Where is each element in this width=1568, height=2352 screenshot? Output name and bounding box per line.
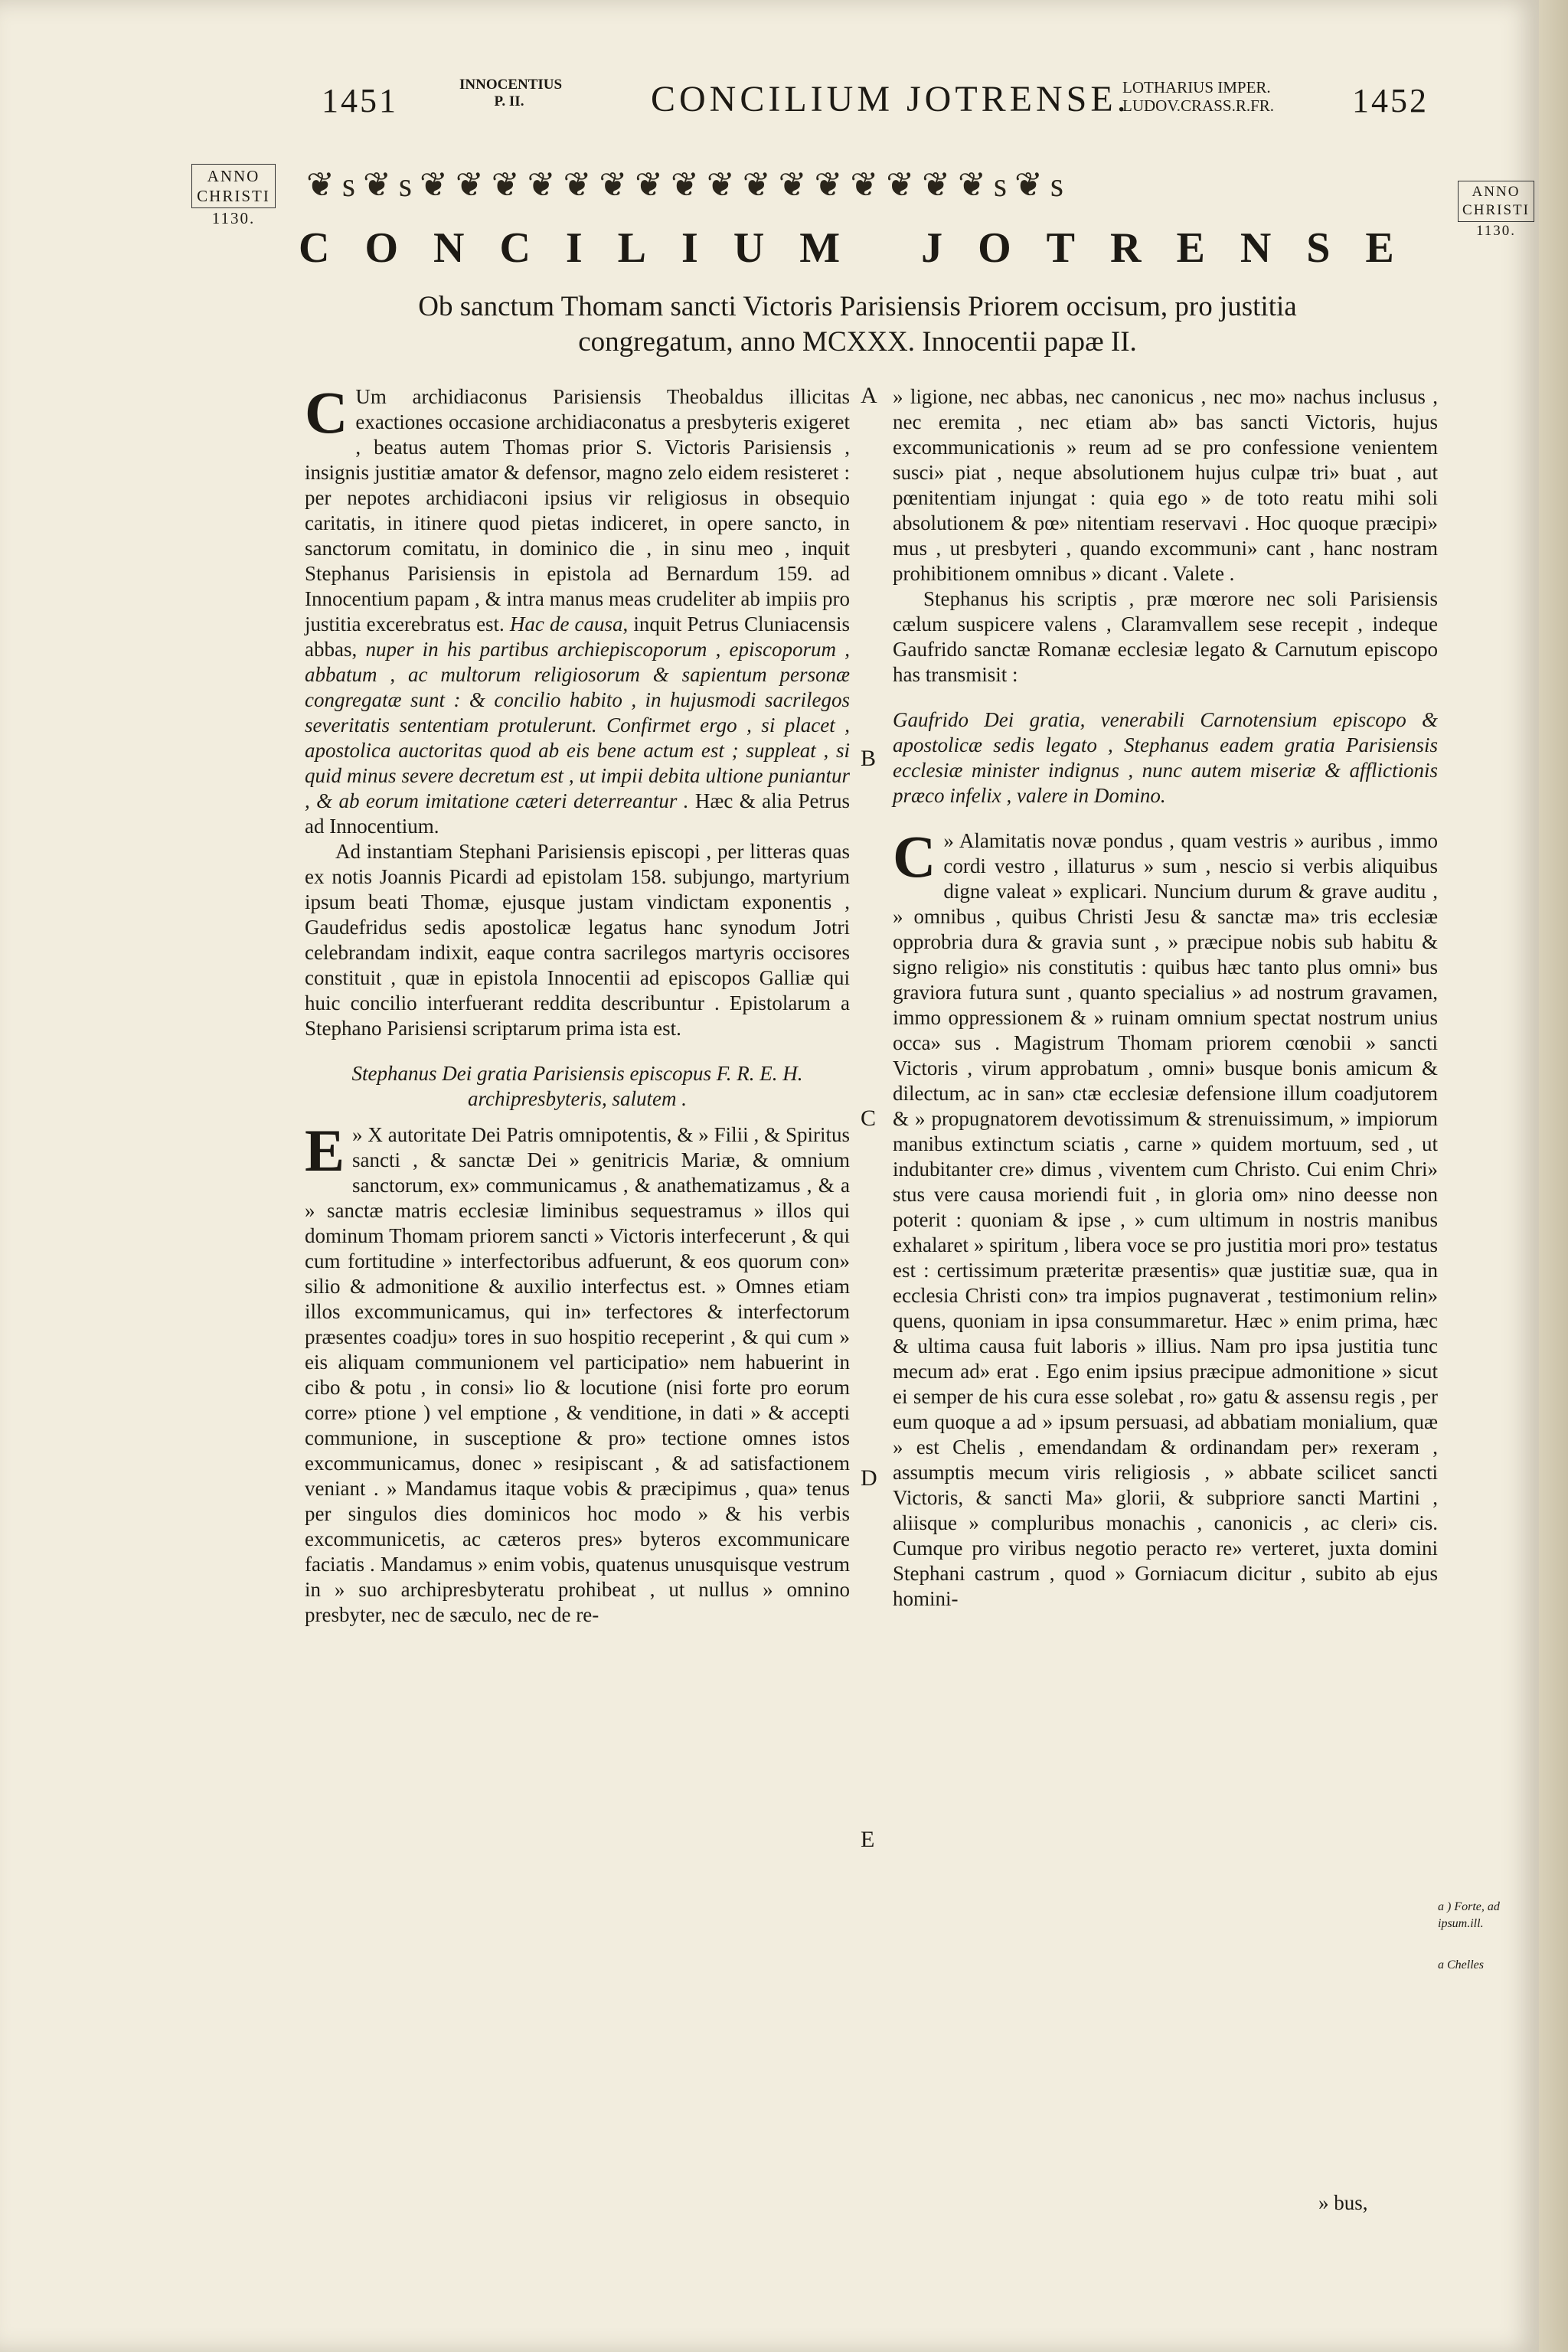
document-subtitle [276, 289, 1439, 360]
excommunication-text: » X autoritate Dei Patris omnipotentis, & » Filii , & Spiritus sancti , & sanctæ Dei » genitricis Mariæ, & omnium sanctorum, ex» communicamus , & anathematizamus , & a » sanctæ matris ecclesiæ liminibus sequestramus » illos qui dominum Thomam priorem sancti » Victoris interfecerunt , & qui cum fortitudine » interfectoribus adfuerunt, & eos quorum con» silio & admonitione & auxilio interfectus est. » Omnes etiam illos excommunicamus, qui in» terfectores & interfectorum præsentes coadju» tores in suo hospitio receperint , & qui cum » eis aliquam communionem vel participatio» nem habuerint in cibo & potu , in consi» lio & locutione (nisi forte pro eorum corre» ptione ) vel emptione , & venditione, in dati » & accepti communione, in susceptione & pro» tectione omnes istos excommunicamus, donec » resipiscant , & ad satisfactionem veniant . » Mandamus itaque vobis & præcipimus , qua» tenus per singulos dies dominicos hoc modo » & his verbis excommunicetis, ac cæteros pres» byteros excommunicare faciatis . Mandamus » enim vobis, quatenus unusquisque vestrum in » suo archipresbyteratu prohibeat , ut nullus » omnino presbyter, nec de sæculo, nec de re- [305, 1123, 850, 1626]
catchword: » bus, [1318, 2191, 1368, 2214]
drop-cap: E [305, 1117, 345, 1184]
document-title: CONCILIUM JOTRENSE [299, 224, 1429, 272]
running-head-left [459, 77, 563, 110]
quote-italic-2: nuper in his partibus archiepiscoporum , episcoporum , abbatum , ac multorum religiosorum & sapientum personæ congregatæ sunt : & concilio habito , in hujusmodi sacrilegos severitatis sententiam protulerunt. Confirmet ergo , si placet , apostolica auctoritas quod ab eis bene actum est ; suppleat , si quid minus severe decretum est , ut impii debita ultione puniantur , & ab eorum imitatione cæteri deterreantur . [305, 638, 851, 812]
section-marker-c: C [861, 1106, 877, 1131]
anno-label: ANNO [207, 167, 260, 185]
running-head-right-line1: LOTHARIUS IMPER. [1122, 78, 1271, 96]
book-page-edge [1539, 0, 1568, 2352]
section-marker-a: A [861, 383, 877, 408]
page-number-left: 1451 [322, 82, 398, 119]
paragraph-excommunication [305, 1117, 850, 1628]
christi-label: CHRISTI [1462, 202, 1530, 218]
subtitle-line1: Ob sanctum Thomam sancti Victoris Parisiensis Priorem occisum, pro justitia [418, 291, 1297, 322]
paragraph-intro [305, 379, 851, 839]
page-header [0, 67, 1539, 136]
drop-cap: C [893, 823, 936, 890]
quote-italic-1: Hac de causa [509, 612, 623, 635]
christi-label: CHRISTI [197, 187, 270, 205]
footnote-a-chelles: a Chelles [1438, 1958, 1484, 1971]
running-head-left-line2: P. II. [494, 93, 524, 109]
section-marker-e: E [861, 1827, 875, 1852]
paragraph-context: Ad instantiam Stephani Parisiensis episcopi , per litteras quas ex notis Joannis Picardi ad epistolam 158. subjungo, martyrium ipsum beati Thomæ, ejusque justam vindictam exponentis , Gaudefridus sedis apostolicæ legatus hanc synodum Jotri celebrandam indixit, eaque contra sacrilegos martyris occisores constituit , quæ in epistola Innocentii ad episcopos Galliæ qui huic concilio interfuerant reddita describuntur . Epistolarum a Stephano Parisiensi scriptarum prima ista est. [305, 840, 850, 1040]
running-head-center: CONCILIUM JOTRENSE. [651, 79, 1130, 119]
letter-salutation: Stephanus Dei gratia Parisiensis episcopus F. R. E. H. archipresbyteris, salutem . [351, 1062, 803, 1110]
margin-year-left-box [191, 164, 276, 208]
drop-cap: C [305, 379, 348, 446]
subtitle-line2: congregatum, anno MCXXX. Innocentii papæ II. [578, 326, 1137, 358]
intro-text: Um archidiaconus Parisiensis Theobaldus illicitas exactiones occasione archidiaconatus a presbyteris exigeret , beatus autem Thomas prior S. Victoris Parisiensis , insignis justitiæ amator & defensor, magno zelo eidem resisteret : per nepotes archidiaconi ipsius vir religiosus in obsequio caritatis, in itinere quod pietas indiceret, in opere sancto, in sanctorum comitatu, in dominico die , in sinu meo , inquit Stephanus Parisiensis in epistola ad Bernardum 159. ad Innocentium papam , & intra manus meas crudeliter ab impiis pro justitia excerebratus est. [305, 385, 850, 635]
section-marker-b: B [861, 746, 877, 771]
intro-mid: , inquit Petrus Cluniacensis abbas, [305, 612, 851, 661]
ornament-band: ❦s❦s❦❦❦❦❦❦❦❦❦❦❦❦❦❦❦❦s❦s [306, 166, 1071, 204]
section-marker-d: D [861, 1465, 877, 1491]
margin-year-left [191, 164, 276, 228]
calamitatis-text: » Alamitatis novæ pondus , quam vestris » auribus , immo cordi vestro , illaturus » sum , nescio si verbis aliquibus digne valeat » explicari. Nuncium durum & grave auditu , » omnibus , quibus Christi Jesu & sanctæ ma» tris ecclesiæ opprobria dura & gravia sunt , » præcipue nobis sub habitu & signo religio» nis constitutis : quibus hæc tanto plus omni» bus graviora futura sunt , quanto specialius » ad nostrum gravamen, immo oppressionem & » ruinam omnium spectat nostrum unius occa» sus . Magistrum Thomam priorem cœnobii » sancti Victoris , virum approbatum , omni» busque bonis amicum & dilectum, ac in san» ctæ ecclesiæ defensione illum coadjutorem & » propugnatorem devotissimum & strenuissimum, » impiorum manibus extinctum sciatis , carne » quidem mortuum, sed , ut indubitanter cre» dimus , viventem cum Christo. Cui enim Chri» stus vere causa moriendi fuit , in gloria om» nino deesse non poterit : quoniam & ipse , » cum ultimum in nostris manibus exhalaret » spiritum , libera voce se pro justitia mori pro» testatus est : certissimum præteritæ præsentis» quæ justitiæ suæ, qua in ecclesia Christi con» tra impios pugnaverat , testimonium relin» quens, quoniam in ipsa consummaretur. Hæc » enim prima, hæc & ultima causa fuit laboris » illius. Nam pro ipsa justitia tunc mecum ad» erat . Ego enim ipsius præcipue admonitione » sicut ei semper de his cura esse solebat , ro» gatu & assensu regis , per eum quoque a ad » ipsum persuasi, ad abbatiam monialium, quæ » est Chelis , emendandam & ordinandam per» rexeram , assumptis mecum viris religiosis , » abbate scilicet sancti Victoris, & sancti Ma» glorii, & subpriore sancti Martini , aliisque » compluribus monachis , canonicis , ac cleri» cis. Cumque pro viribus negotio peracto re» verteret, juxta domini Stephani castrum , quod » Gorniacum dicitur , subito ab ejus homini- [893, 829, 1438, 1610]
left-column [305, 379, 851, 1628]
letter-salutation-gaufrido: Gaufrido Dei gratia, venerabili Carnotensium episcopo & apostolicæ sedis legato , Stephanus eadem gratia Parisiensis ecclesiæ minister indignus , nunc autem miseriæ & afflictionis præco infelix , valere in Domino. [893, 708, 1438, 807]
intro-end: Hæc & alia Petrus ad Innocentium. [305, 789, 850, 838]
year-value: 1130. [211, 209, 256, 227]
running-head-right-line2: LUDOV.CRASS.R.FR. [1122, 96, 1275, 115]
right-column [893, 384, 1438, 1612]
running-head-right [1122, 78, 1274, 115]
paragraph-calamitatis [893, 823, 1438, 1612]
paragraph-continuation: » ligione, nec abbas, nec canonicus , nec mo» nachus inclusus , nec eremita , nec etiam ab» bas sancti Victoris, hujus excommunicationis » reum ad se pro confessione venientem susci» piat , neque absolutionem hujus culpæ tri» buat , aut pœnitentiam injungat : quia ego » de toto reatu mihi soli absolutionem & pœ» nitentiam reservavi . Hoc quoque præcipi» mus , ut presbyteri , quando excommuni» cant , hanc nostram prohibitionem omnibus » dicant . Valete . [893, 385, 1438, 585]
footnote-a: a ) Forte, ad ipsum.ill. [1438, 1900, 1500, 1930]
margin-year-right-box [1458, 181, 1534, 222]
running-head-left-line1: INNOCENTIUS [459, 77, 563, 93]
paragraph-transmission: Stephanus his scriptis , præ mœrore nec soli Parisiensis cælum suspicere valens , Claramvallem sese recepit , indeque Gaufrido sanctæ Romanæ ecclesiæ legato & Carnutum episcopo has transmisit : [893, 587, 1438, 686]
year-value: 1130. [1475, 223, 1517, 239]
anno-label: ANNO [1472, 184, 1521, 200]
page-number-right: 1452 [1352, 82, 1429, 119]
margin-year-right [1458, 181, 1534, 240]
